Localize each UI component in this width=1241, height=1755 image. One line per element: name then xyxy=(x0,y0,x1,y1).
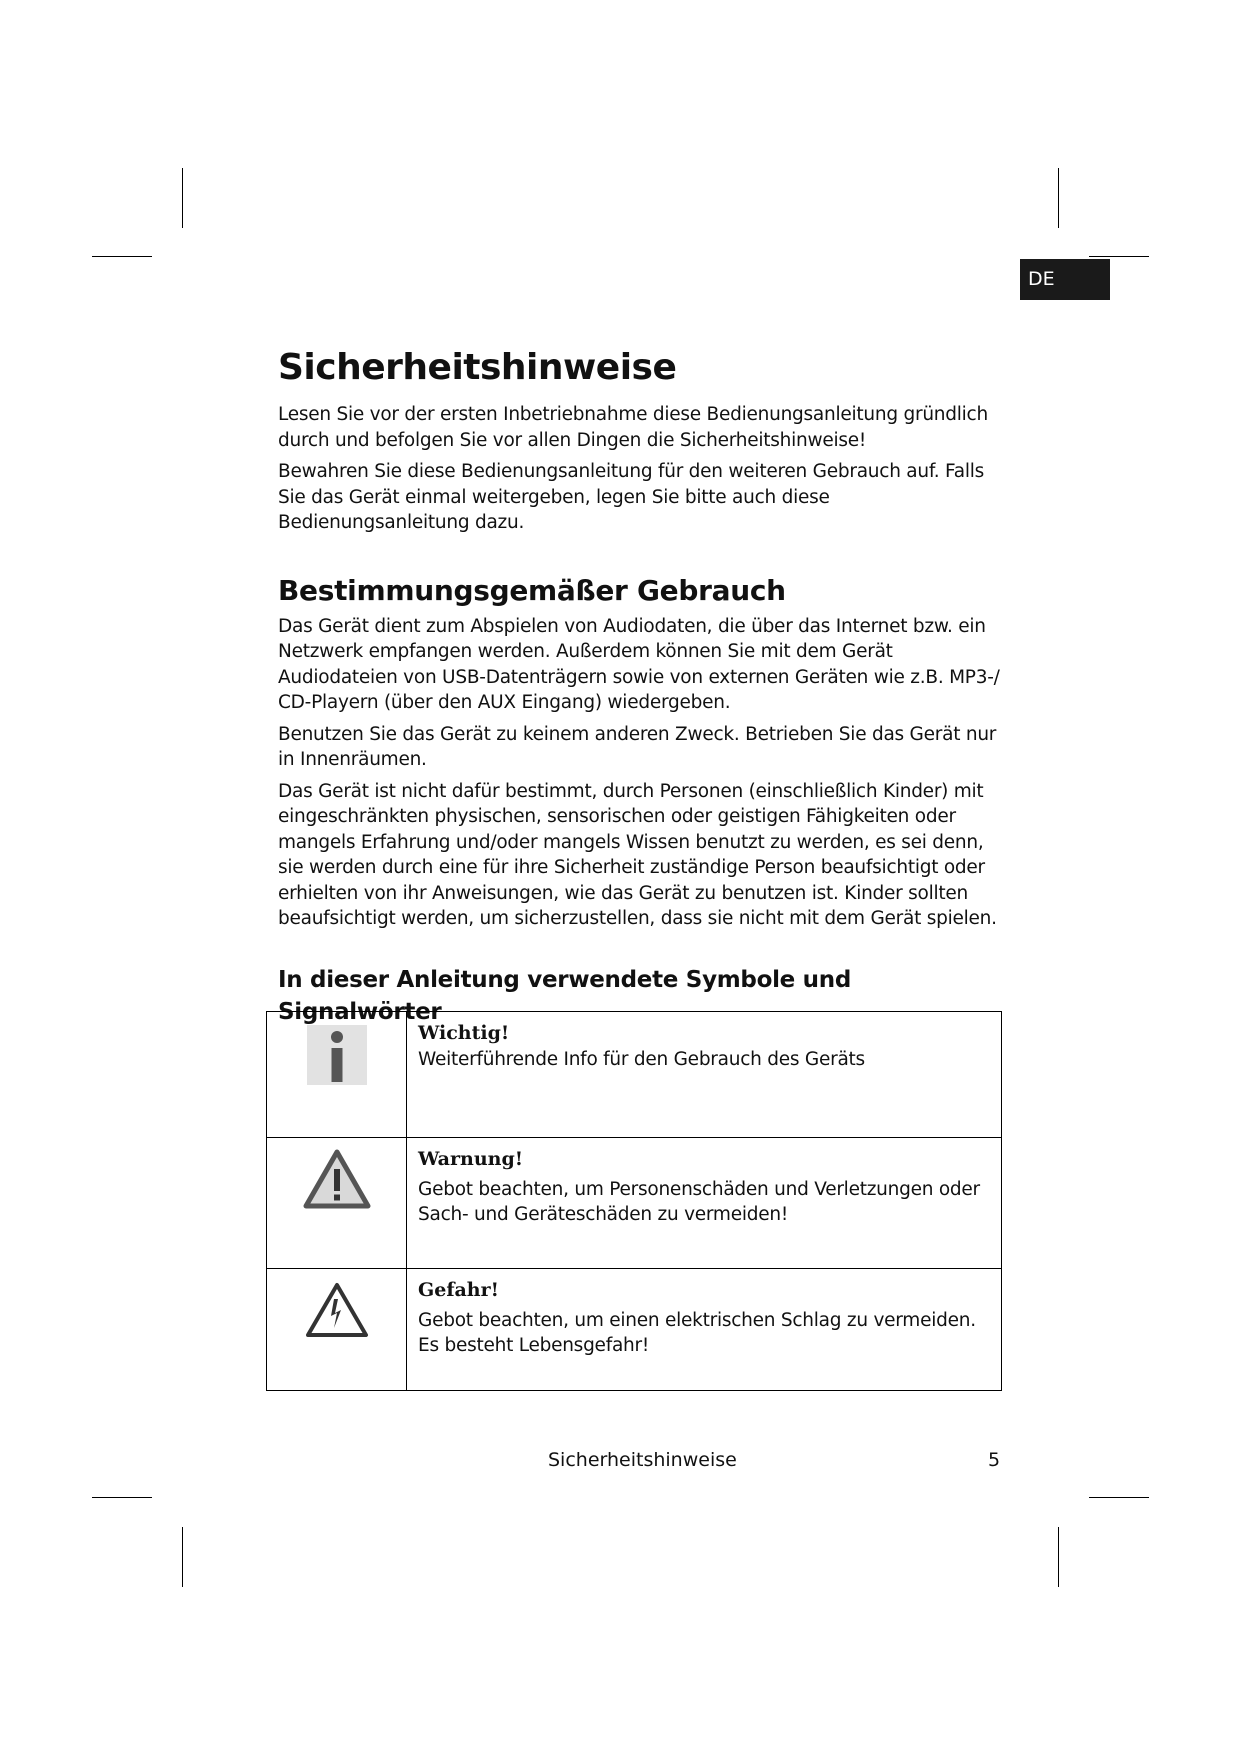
footer-title: Sicherheitshinweise xyxy=(548,1449,737,1471)
info-icon xyxy=(307,1025,367,1089)
paragraph: Benutzen Sie das Gerät zu keinem anderen Zweck. Betrieben Sie das Gerät nur in Innenräumen. xyxy=(278,723,997,770)
crop-mark xyxy=(182,168,183,228)
crop-mark xyxy=(1089,1497,1149,1498)
signal-text: Gebot beachten, um einen elektrischen Schlag zu vermeiden. xyxy=(418,1310,976,1331)
subsection-title: Bestimmungsgemäßer Gebrauch xyxy=(278,573,786,607)
warning-triangle-icon xyxy=(303,1149,371,1213)
paragraph: Das Gerät dient zum Abspielen von Audiodaten, die über das Internet bzw. ein Netzwerk empfangen werden. Außerdem können Sie mit dem Gerät Audiodateien von USB-Datenträgern sowie von externen Geräten wie z.B. MP3-/ CD-Playern (über den AUX Eingang) wiedergeben. xyxy=(278,615,1000,713)
signal-text: Es besteht Lebensgefahr! xyxy=(418,1335,650,1356)
table-row xyxy=(267,1138,1002,1269)
signal-text: Gebot beachten, um Personenschäden und Verletzungen oder xyxy=(418,1179,980,1200)
paragraph: Bewahren Sie diese Bedienungsanleitung für den weiteren Gebrauch auf. Falls Sie das Gerät einmal weitergeben, legen Sie bitte auch diese Bedienungsanleitung dazu. xyxy=(278,461,984,533)
crop-mark xyxy=(182,1527,183,1587)
signal-word: Gefahr! xyxy=(418,1279,499,1301)
crop-mark xyxy=(1058,168,1059,228)
crop-mark xyxy=(1089,256,1149,257)
crop-mark xyxy=(1058,1527,1059,1587)
page-number: 5 xyxy=(988,1449,1001,1471)
signal-text: Sach- und Geräteschäden zu vermeiden! xyxy=(418,1204,788,1225)
symbols-table xyxy=(266,1011,1002,1391)
signal-text: Weiterführende Info für den Gebrauch des Geräts xyxy=(418,1049,865,1070)
table-row xyxy=(267,1012,1002,1138)
section-title: Sicherheitshinweise xyxy=(278,347,677,388)
language-tab: DE xyxy=(1020,259,1110,300)
signal-word: Warnung! xyxy=(418,1148,524,1170)
paragraph: Lesen Sie vor der ersten Inbetriebnahme diese Bedienungsanleitung gründlich durch und befolgen Sie vor allen Dingen die Sicherheitshinweise! xyxy=(278,404,988,451)
electric-shock-icon xyxy=(305,1282,369,1342)
symbols-title: In dieser Anleitung verwendete Symbole und Signalwörter xyxy=(278,966,851,1025)
crop-mark xyxy=(92,256,152,257)
table-row xyxy=(267,1269,1002,1391)
main-content xyxy=(278,344,1003,1033)
paragraph: Das Gerät ist nicht dafür bestimmt, durch Personen (einschließlich Kinder) mit eingeschränkten physischen, sensorischen oder geistigen Fähigkeiten oder mangels Erfahrung und/oder mangels Wissen benutzt zu werden, es sei denn, sie werden durch eine für ihre Sicherheit zuständige Person beaufsichtigt oder erhielten von ihr Anweisungen, wie das Gerät zu benutzen ist. Kinder sollten beaufsichtigt werden, um sicherzustellen, dass sie nicht mit dem Gerät spielen. xyxy=(278,780,997,929)
crop-mark xyxy=(92,1497,152,1498)
signal-word: Wichtig! xyxy=(418,1022,510,1044)
